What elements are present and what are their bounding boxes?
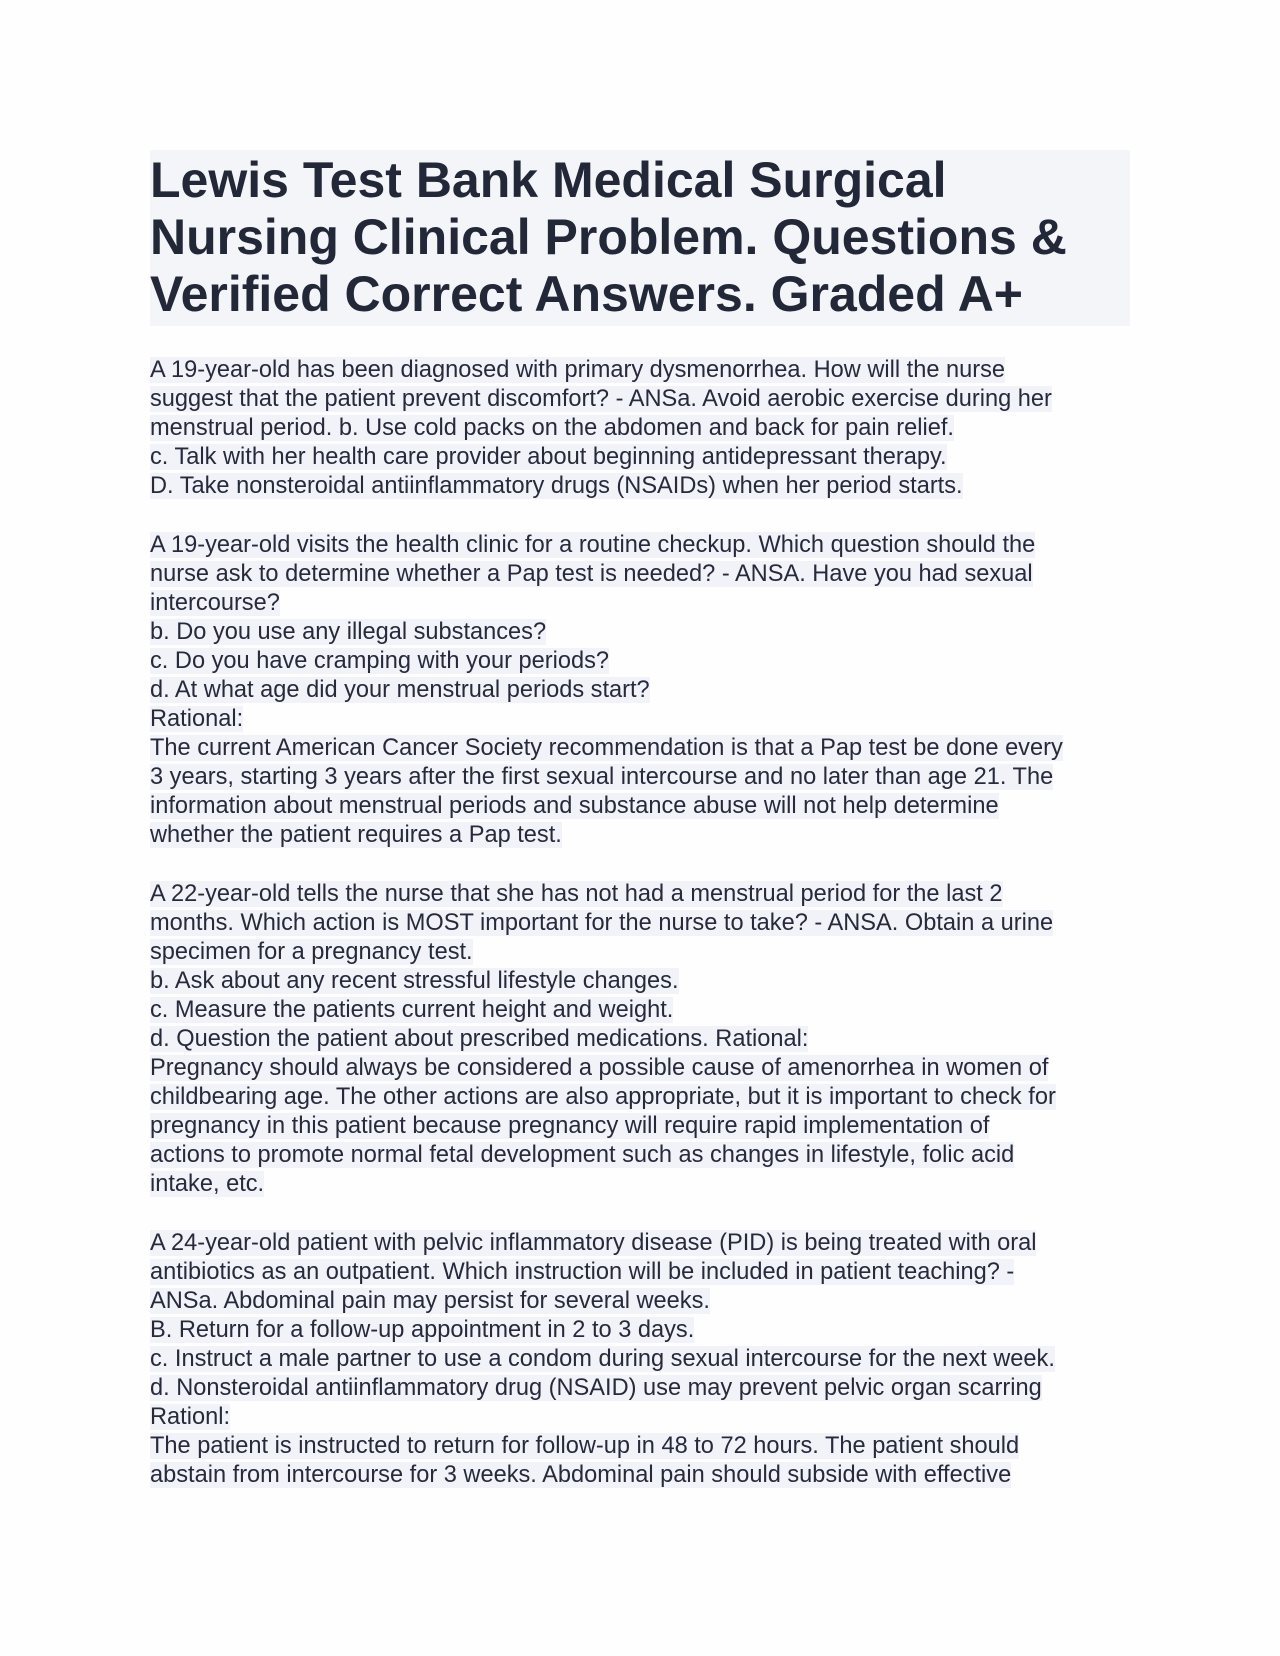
question-text: ANSa. Abdominal pain may persist for several weeks. [150,1288,710,1314]
question-line [150,880,1130,909]
question-line [150,1170,1130,1199]
question-line [150,676,1130,705]
question-line [150,647,1130,676]
question-text: Pregnancy should always be considered a possible cause of amenorrhea in women of [150,1055,1049,1081]
question-block [150,531,1130,850]
question-line [150,1025,1130,1054]
question-block [150,356,1130,501]
question-line [150,996,1130,1025]
question-text: Rationl: [150,1404,230,1430]
title-line: Lewis Test Bank Medical Surgical [150,152,947,208]
question-text: Rational: [150,706,244,732]
question-line [150,1345,1130,1374]
question-line [150,1403,1130,1432]
question-line [150,1432,1130,1461]
question-line [150,589,1130,618]
question-text: The current American Cancer Society recommendation is that a Pap test be done every [150,735,1063,761]
question-line [150,1287,1130,1316]
question-text: c. Measure the patients current height and weight. [150,997,674,1023]
question-text: menstrual period. b. Use cold packs on the abdomen and back for pain relief. [150,415,954,441]
question-line [150,1461,1130,1490]
question-line [150,385,1130,414]
question-text: A 19-year-old has been diagnosed with primary dysmenorrhea. How will the nurse [150,357,1006,383]
question-line [150,1112,1130,1141]
question-text: suggest that the patient prevent discomfort? - ANSa. Avoid aerobic exercise during her [150,386,1052,412]
question-text: nurse ask to determine whether a Pap test is needed? - ANSA. Have you had sexual [150,561,1033,587]
question-list [150,356,1130,1490]
question-line [150,792,1130,821]
document-title [150,150,1130,326]
question-line [150,1083,1130,1112]
question-text: actions to promote normal fetal development such as changes in lifestyle, folic acid [150,1142,1015,1168]
question-text: months. Which action is MOST important for the nurse to take? - ANSA. Obtain a urine [150,910,1054,936]
question-line [150,618,1130,647]
question-text: c. Do you have cramping with your periods? [150,648,609,674]
question-text: antibiotics as an outpatient. Which instruction will be included in patient teaching? - [150,1259,1015,1285]
question-text: d. Nonsteroidal antiinflammatory drug (NSAID) use may prevent pelvic organ scarring [150,1375,1042,1401]
question-line [150,560,1130,589]
question-line [150,821,1130,850]
question-text: pregnancy in this patient because pregnancy will require rapid implementation of [150,1113,990,1139]
question-text: D. Take nonsteroidal antiinflammatory drugs (NSAIDs) when her period starts. [150,473,963,499]
question-text: b. Ask about any recent stressful lifestyle changes. [150,968,679,994]
question-text: A 24-year-old patient with pelvic inflammatory disease (PID) is being treated with oral [150,1230,1037,1256]
question-line [150,1229,1130,1258]
document-page [150,150,1130,1490]
question-block [150,880,1130,1199]
question-line [150,1316,1130,1345]
question-text: 3 years, starting 3 years after the first sexual intercourse and no later than age 21. The [150,764,1054,790]
question-text: c. Instruct a male partner to use a condom during sexual intercourse for the next week. [150,1346,1055,1372]
question-text: intercourse? [150,590,280,616]
question-text: childbearing age. The other actions are also appropriate, but it is important to check for [150,1084,1056,1110]
question-line [150,909,1130,938]
question-line [150,938,1130,967]
question-line [150,705,1130,734]
question-line [150,1374,1130,1403]
question-text: B. Return for a follow-up appointment in 2 to 3 days. [150,1317,695,1343]
question-line [150,443,1130,472]
question-text: c. Talk with her health care provider about beginning antidepressant therapy. [150,444,947,470]
question-line [150,763,1130,792]
question-line [150,356,1130,385]
question-line [150,1141,1130,1170]
question-text: intake, etc. [150,1171,265,1197]
question-text: b. Do you use any illegal substances? [150,619,547,645]
question-text: abstain from intercourse for 3 weeks. Abdominal pain should subside with effective [150,1462,1012,1488]
question-text: The patient is instructed to return for follow-up in 48 to 72 hours. The patient should [150,1433,1020,1459]
question-text: A 22-year-old tells the nurse that she has not had a menstrual period for the last 2 [150,881,1003,907]
question-line [150,531,1130,560]
question-line [150,734,1130,763]
question-text: whether the patient requires a Pap test. [150,822,562,848]
question-text: d. Question the patient about prescribed medications. Rational: [150,1026,809,1052]
question-line [150,1054,1130,1083]
question-block [150,1229,1130,1490]
question-text: d. At what age did your menstrual periods start? [150,677,650,703]
question-line [150,472,1130,501]
question-text: information about menstrual periods and substance abuse will not help determine [150,793,999,819]
title-line: Nursing Clinical Problem. Questions & [150,209,1067,265]
question-text: A 19-year-old visits the health clinic for a routine checkup. Which question should the [150,532,1036,558]
title-line: Verified Correct Answers. Graded A+ [150,266,1023,322]
question-line [150,967,1130,996]
question-line [150,414,1130,443]
question-text: specimen for a pregnancy test. [150,939,473,965]
question-line [150,1258,1130,1287]
